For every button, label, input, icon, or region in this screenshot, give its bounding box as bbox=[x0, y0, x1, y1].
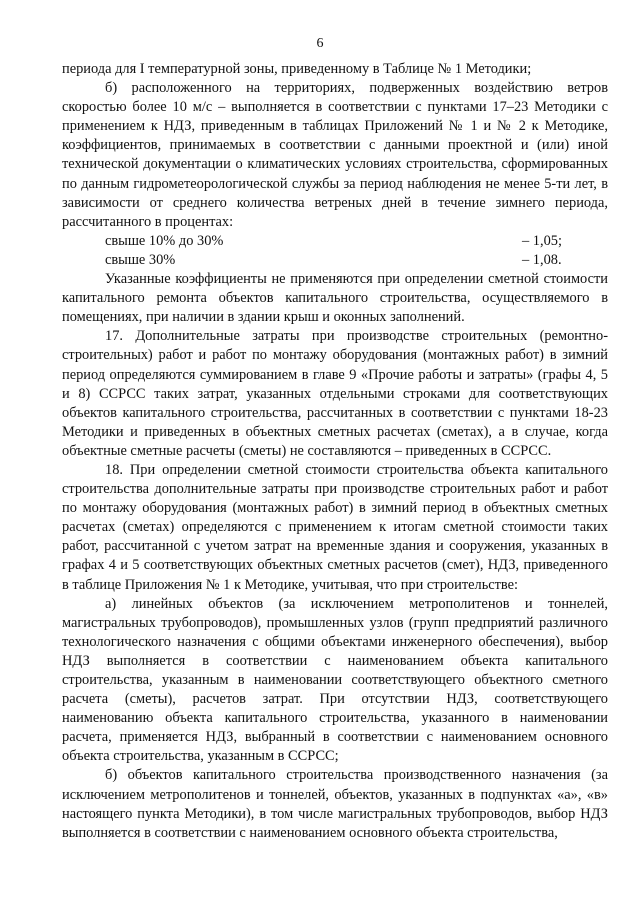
paragraph-subitem-b: б) объектов капитального строительства производственного назначения (за исключением метрополитенов и тоннелей, объектов, указанных в подпунктах «а», «в» настоящего пункта Методики), в том числе магистральных трубопроводов, выбор НДЗ выполняется в соответствии с наименованием основного объекта строительства, bbox=[62, 767, 608, 841]
paragraph-subitem-a: а) линейных объектов (за исключением метрополитенов и тоннелей, магистральных трубопроводов), промышленных узлов (групп предприятий различного технологического назначения с общими объектами инженерного обеспечения), выбор НДЗ выполняется в соответствии с наименованием объекта капитального строительства, указанным в наименовании соответствующего объектного сметного расчета (сметы), расчетов затрат. При отсутствии НДЗ, соответствующего наименованию объекта капитального строительства, указанного в наименовании расчета, применяется НДЗ, выбранный в соответствии с наименованием основного объекта строительства, указанным в ССРСС; bbox=[62, 595, 608, 765]
document-body bbox=[62, 60, 608, 843]
coefficient-row bbox=[62, 232, 608, 251]
coefficient-value: – 1,05; bbox=[522, 232, 562, 249]
paragraph-item-18: 18. При определении сметной стоимости строительства объекта капитального строительства дополнительные затраты при производстве строительных работ и работ по монтажу оборудования (монтажных работ) в зимний период в объектных сметных расчетах (сметах) определяются с применением к итогам сметной стоимости таких работ, рассчитанной с учетом затрат на временные здания и сооружения, указанных в графах 4 и 5 соответствующих объектных сметных расчетов (смет), НДЗ, приведенного в таблице Приложения № 1 к Методике, учитывая, что при строительстве: bbox=[62, 461, 608, 593]
page-number: 6 bbox=[316, 36, 324, 51]
coefficient-label: свыше 10% до 30% bbox=[105, 232, 224, 249]
paragraph-coefficient-note: Указанные коэффициенты не применяются при определении сметной стоимости капитального ремонта объектов капитального строительства, осуществляемого в помещениях, при наличии в здании крыш и оконных заполнений. bbox=[62, 271, 608, 326]
coefficient-row bbox=[62, 251, 608, 270]
coefficient-label: свыше 30% bbox=[105, 251, 176, 268]
coefficient-value: – 1,08. bbox=[522, 251, 562, 268]
paragraph-item-b-wind: б) расположенного на территориях, подверженных воздействию ветров скоростью более 10 м/с – выполняется в соответствии с пунктами 17–23 Методики с применением к НДЗ, приведенным в таблицах Приложений № 1 и № 2 к Методике, коэффициентов, принимаемых в соответствии с данными проектной и (или) иной технической документации о климатических условиях строительства, сформированных по данным гидрометеорологической службы за период наблюдения не менее 5-ти лет, в зависимости от среднего количества ветреных дней в течение зимнего периода, рассчитанного в процентах: bbox=[62, 80, 608, 230]
paragraph-continuation: периода для I температурной зоны, приведенному в Таблице № 1 Методики; bbox=[62, 61, 532, 77]
paragraph-item-17: 17. Дополнительные затраты при производстве строительных (ремонтно-строительных) работ и работ по монтажу оборудования (монтажных работ) в зимний период определяются суммированием в главе 9 «Прочие работы и затраты» (графы 4, 5 и 8) ССРСС таких затрат, указанных отдельными строками для соответствующих объектов капитального строительства, рассчитанных в соответствии с пунктами 18-23 Методики и приведенных в объектных сметных расчетах (сметах), а в случае, когда объектные сметные расчеты (сметы) не составляются – приведенных в ССРСС. bbox=[62, 328, 608, 459]
